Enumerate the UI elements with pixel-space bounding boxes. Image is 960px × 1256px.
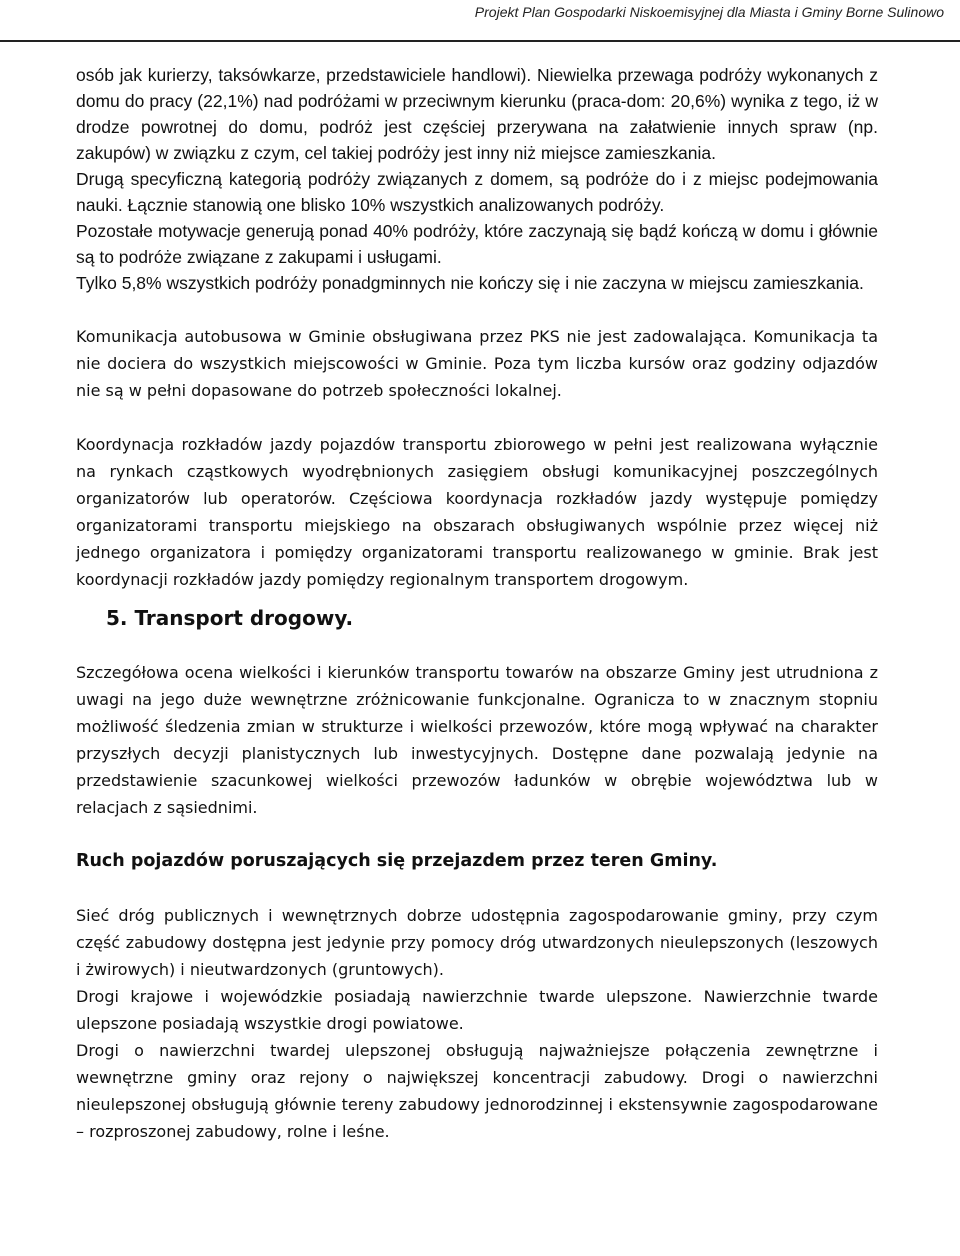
paragraph-paved-roads: Drogi o nawierzchni twardej ulepszonej obsługują najważniejsze połączenia zewnętrzne i wewnętrzne gminy oraz rejony o największej koncentracji zabudowy. Drogi o nawierzchni nieulepszonej obsługują głównie tereny zabudowy jednorodzinnej i ekstensywnie zagospodarowane – rozproszonej zabudowy, rolne i leśne. <box>76 1041 878 1141</box>
paragraph-travel-purpose: osób jak kurierzy, taksówkarze, przedstawiciele handlowi). Niewielka przewaga podróży wykonanych z domu do pracy (22,1%) nad podróżami w przeciwnym kierunku (praca-dom: 20,6%) wynika z tego, iż w drodze powrotnej do domu, podróż jest częściej przerywana na załatwienie innych spraw (np. zakupów) w związku z czym, cel takiej podróży jest inny niż miejsce zamieszkania. <box>76 65 878 163</box>
paragraph-education-trips: Drugą specyficzną kategorią podróży związanych z domem, są podróże do i z miejsc podejmowania nauki. Łącznie stanowią one blisko 10% wszystkich analizowanych podróży. <box>76 169 878 215</box>
paragraph-other-motivations: Pozostałe motywacje generują ponad 40% podróży, które zaczynają się bądź kończą w domu i głównie są to podróże związane z zakupami i usługami. <box>76 221 878 267</box>
page-header <box>0 0 960 42</box>
paragraph-road-network: Sieć dróg publicznych i wewnętrznych dobrze udostępnia zagospodarowanie gminy, przy czym część zabudowy dostępna jest jedynie przy pomocy dróg utwardzonych nieulepszonych (leszowych i żwirowych) i nieutwardzonych (gruntowych). <box>76 906 878 979</box>
subsection-heading: Ruch pojazdów poruszających się przejazdem przez teren Gminy. <box>76 851 718 871</box>
section-heading: 5. Transport drogowy. <box>106 606 354 630</box>
paragraph-freight-assessment: Szczegółowa ocena wielkości i kierunków transportu towarów na obszarze Gminy jest utrudniona z uwagi na jego duże wewnętrzne zróżnicowanie funkcjonalne. Ogranicza to w znacznym stopniu możliwość śledzenia zmian w strukturze i wielkości przewozów, które mogą wpływać na charakter przyszłych decyzji planistycznych lub inwestycyjnych. Dostępne dane pozwalają jedynie na przedstawienie szacunkowej wielkości przewozów ładunków w obrębie województwa lub w relacjach z sąsiednimi. <box>76 663 878 817</box>
paragraph-road-surfaces: Drogi krajowe i wojewódzkie posiadają nawierzchnie twarde ulepszone. Nawierzchnie twarde ulepszone posiadają wszystkie drogi powiatowe. <box>76 987 878 1033</box>
header-title: Projekt Plan Gospodarki Niskoemisyjnej dla Miasta i Gminy Borne Sulinowo <box>474 4 944 20</box>
paragraph-bus-service: Komunikacja autobusowa w Gminie obsługiwana przez PKS nie jest zadowalająca. Komunikacja ta nie dociera do wszystkich miejscowości w Gminie. Poza tym liczba kursów oraz godziny odjazdów nie są w pełni dopasowane do potrzeb społeczności lokalnej. <box>76 327 878 400</box>
document-body <box>76 62 878 1145</box>
paragraph-non-home-trips: Tylko 5,8% wszystkich podróży ponadgminnych nie kończy się i nie zaczyna w miejscu zamieszkania. <box>76 273 864 293</box>
paragraph-timetable-coordination: Koordynacja rozkładów jazdy pojazdów transportu zbiorowego w pełni jest realizowana wyłącznie na rynkach cząstkowych wyodrębnionych zasięgiem obsługi komunikacyjnej poszczególnych organizatorów lub operatorów. Częściowa koordynacja rozkładów jazdy występuje pomiędzy organizatorami transportu miejskiego na obszarach obsługiwanych wspólnie przez więcej niż jednego organizatora i pomiędzy organizatorami transportu realizowanego w gminie. Brak jest koordynacji rozkładów jazdy pomiędzy regionalnym transportem drogowym. <box>76 435 878 589</box>
